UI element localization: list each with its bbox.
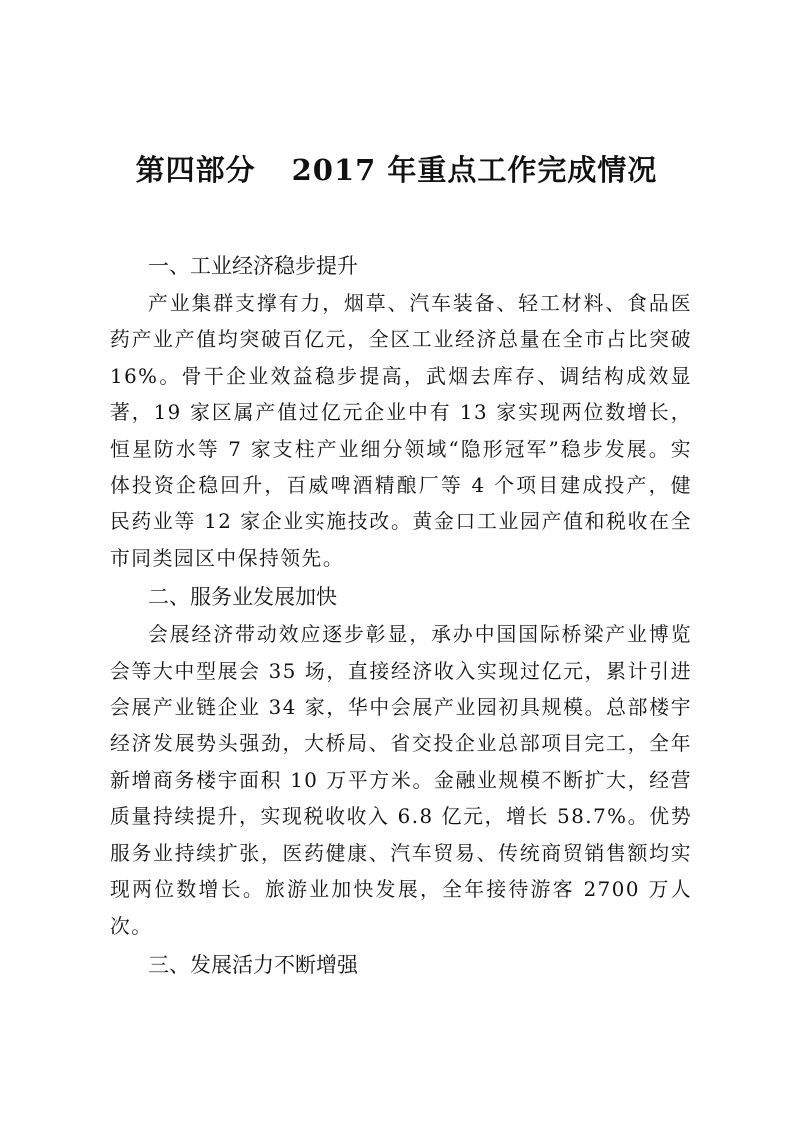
- section-heading-1: 一、工业经济稳步提升: [148, 254, 358, 278]
- title-main: 2017 年重点工作完成情况: [291, 153, 658, 187]
- section-heading-2: 二、服务业发展加快: [148, 585, 337, 610]
- page-title: [0, 150, 793, 190]
- section-heading-3: 三、发展活力不断增强: [148, 952, 358, 977]
- title-part: 第四部分: [135, 153, 256, 187]
- section-paragraph-1: 产业集群支撑有力，烟草、汽车装备、轻工材料、食品医药产业产值均突破百亿元，全区工业经济总量在全市占比突破16%。骨干企业效益稳步提高，武烟去库存、调结构成效显著，19 家区属产值过亿元企业中有 13 家实现两位数增长，恒星防水等 7 家支柱产业细分领域“隐形冠军”稳步发展。实体投资企稳回升，百威啤酒精酿厂等 4 个项目建成投产，健民药业等 12 家企业实施技改。黄金口工业园产值和税收在全市同类园区中保持领先。: [110, 292, 692, 570]
- section-paragraph-2: 会展经济带动效应逐步彰显，承办中国国际桥梁产业博览会等大中型展会 35 场，直接经济收入实现过亿元，累计引进会展产业链企业 34 家，华中会展产业园初具规模。总部楼宇经济发展势头强劲，大桥局、省交投企业总部项目完工，全年新增商务楼宇面积 10 万平方米。金融业规模不断扩大，经营质量持续提升，实现税收收入 6.8 亿元，增长 58.7%。优势服务业持续扩张，医药健康、汽车贸易、传统商贸销售额均实现两位数增长。旅游业加快发展，全年接待游客 2700 万人次。: [110, 623, 692, 938]
- document-body: [110, 246, 692, 985]
